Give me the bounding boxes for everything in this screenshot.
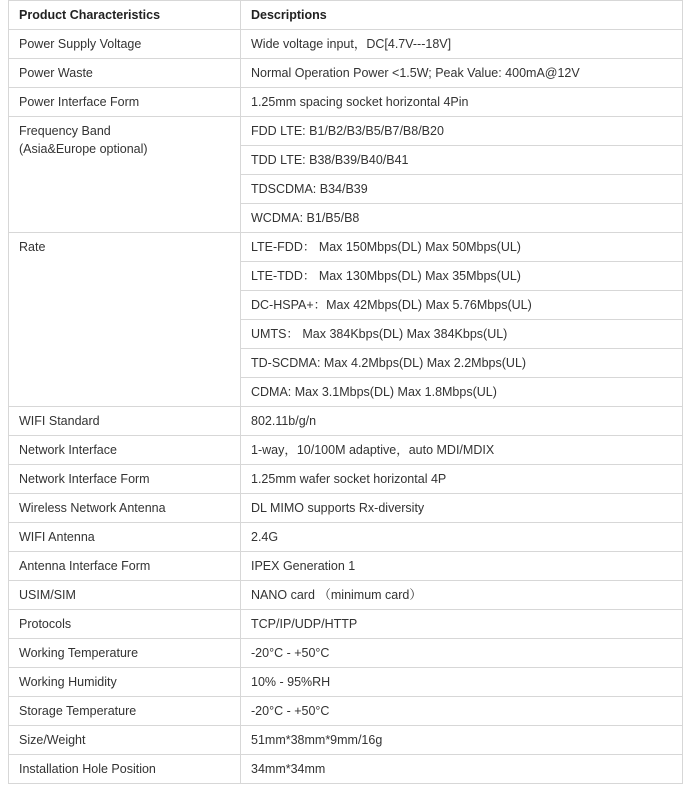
rate-label: Rate	[9, 233, 241, 407]
frequency-band-value: TDSCDMA: B34/B39	[241, 175, 683, 204]
row-value: Wide voltage input，DC[4.7V---18V]	[241, 30, 683, 59]
rate-value: CDMA: Max 3.1Mbps(DL) Max 1.8Mbps(UL)	[241, 378, 683, 407]
row-label: USIM/SIM	[9, 581, 241, 610]
row-value: -20°C - +50°C	[241, 639, 683, 668]
row-label: Power Waste	[9, 59, 241, 88]
table-row	[9, 59, 683, 88]
rate-value: TD-SCDMA: Max 4.2Mbps(DL) Max 2.2Mbps(UL)	[241, 349, 683, 378]
row-label: Wireless Network Antenna	[9, 494, 241, 523]
table-row	[9, 88, 683, 117]
table-row	[9, 697, 683, 726]
table-row	[9, 552, 683, 581]
table-row	[9, 494, 683, 523]
table-row	[9, 610, 683, 639]
row-value: -20°C - +50°C	[241, 697, 683, 726]
table-row	[9, 726, 683, 755]
row-label: Power Supply Voltage	[9, 30, 241, 59]
table-row	[9, 755, 683, 784]
row-label: Network Interface Form	[9, 465, 241, 494]
frequency-band-label	[9, 117, 241, 233]
row-value: 1.25mm wafer socket horizontal 4P	[241, 465, 683, 494]
row-value: IPEX Generation 1	[241, 552, 683, 581]
frequency-band-value: FDD LTE: B1/B2/B3/B5/B7/B8/B20	[241, 117, 683, 146]
frequency-band-value: WCDMA: B1/B5/B8	[241, 204, 683, 233]
row-label: Network Interface	[9, 436, 241, 465]
frequency-band-value: TDD LTE: B38/B39/B40/B41	[241, 146, 683, 175]
rate-value: DC-HSPA+：Max 42Mbps(DL) Max 5.76Mbps(UL)	[241, 291, 683, 320]
row-value: 802.11b/g/n	[241, 407, 683, 436]
table-row	[9, 465, 683, 494]
row-value: NANO card （minimum card）	[241, 581, 683, 610]
frequency-band-label-line1: Frequency Band	[19, 124, 111, 138]
row-label: Working Temperature	[9, 639, 241, 668]
table-row	[9, 668, 683, 697]
table-row	[9, 30, 683, 59]
row-label: Working Humidity	[9, 668, 241, 697]
table-header-row	[9, 1, 683, 30]
row-value: 2.4G	[241, 523, 683, 552]
row-label: Protocols	[9, 610, 241, 639]
table-row	[9, 117, 683, 146]
rate-value: LTE-FDD： Max 150Mbps(DL) Max 50Mbps(UL)	[241, 233, 683, 262]
table-row	[9, 639, 683, 668]
spec-table	[8, 0, 683, 784]
header-descriptions: Descriptions	[241, 1, 683, 30]
row-value: DL MIMO supports Rx-diversity	[241, 494, 683, 523]
row-value: TCP/IP/UDP/HTTP	[241, 610, 683, 639]
frequency-band-label-line2: (Asia&Europe optional)	[19, 142, 148, 156]
rate-value: LTE-TDD： Max 130Mbps(DL) Max 35Mbps(UL)	[241, 262, 683, 291]
row-label: WIFI Standard	[9, 407, 241, 436]
row-label: Power Interface Form	[9, 88, 241, 117]
row-label: Storage Temperature	[9, 697, 241, 726]
row-value: 51mm*38mm*9mm/16g	[241, 726, 683, 755]
row-label: Size/Weight	[9, 726, 241, 755]
row-value: 10% - 95%RH	[241, 668, 683, 697]
header-characteristics: Product Characteristics	[9, 1, 241, 30]
row-value: 1.25mm spacing socket horizontal 4Pin	[241, 88, 683, 117]
row-label: WIFI Antenna	[9, 523, 241, 552]
table-row	[9, 436, 683, 465]
table-row	[9, 581, 683, 610]
row-label: Antenna Interface Form	[9, 552, 241, 581]
row-value: Normal Operation Power <1.5W; Peak Value: 400mA@12V	[241, 59, 683, 88]
table-row	[9, 233, 683, 262]
table-row	[9, 523, 683, 552]
row-value: 34mm*34mm	[241, 755, 683, 784]
row-value: 1-way，10/100M adaptive，auto MDI/MDIX	[241, 436, 683, 465]
table-row	[9, 407, 683, 436]
row-label: Installation Hole Position	[9, 755, 241, 784]
rate-value: UMTS： Max 384Kbps(DL) Max 384Kbps(UL)	[241, 320, 683, 349]
